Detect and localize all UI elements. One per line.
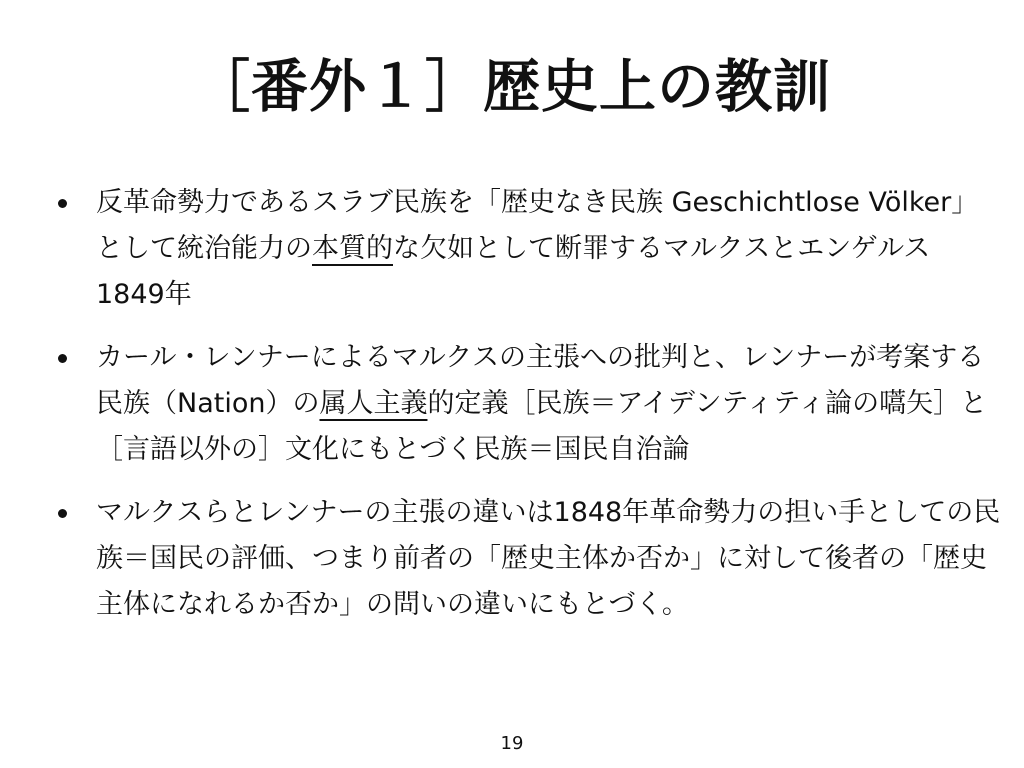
bullet-text bbox=[96, 335, 1004, 473]
bullet-item-2 bbox=[54, 335, 1004, 473]
underlined-term: 属人主義 bbox=[319, 388, 428, 419]
bullet-text-segment: マルクスらとレンナーの主張の違いは1848年革命勢力の担い手としての民族＝国民の評価、つまり前者の「歴史主体か否か」に対して後者の「歴史主体になれるか否か」の問いの違いにもとづく。 bbox=[96, 497, 1001, 620]
bullet-text-segment: 反革命勢力であるスラブ民族を「歴史なき民族 Geschichtlose Völker」として統治能力の bbox=[96, 187, 979, 264]
bullet-dot-icon bbox=[58, 199, 67, 208]
bullet-list bbox=[54, 180, 1004, 645]
bullet-dot-icon bbox=[58, 354, 67, 363]
bullet-item-3 bbox=[54, 490, 1004, 628]
bullet-text-segment: カール・レンナーによるマルクスの主張への批判と、レンナーが考案する民族（Nation）の bbox=[96, 342, 985, 419]
slide-title: ［番外１］歴史上の教訓 bbox=[193, 54, 831, 120]
bullet-text bbox=[96, 180, 1004, 318]
page-number: 19 bbox=[500, 733, 524, 754]
bullet-text-segment: 的定義［民族＝アイデンティティ論の嚆矢］と［言語以外の］文化にもとづく民族＝国民自治論 bbox=[96, 388, 988, 465]
bullet-text bbox=[96, 490, 1004, 628]
underlined-term: 本質的 bbox=[312, 233, 393, 264]
bullet-dot-icon bbox=[58, 509, 67, 518]
bullet-text-segment: な欠如として断罪するマルクスとエンゲルス 1849年 bbox=[96, 233, 931, 310]
bullet-item-1 bbox=[54, 180, 1004, 318]
